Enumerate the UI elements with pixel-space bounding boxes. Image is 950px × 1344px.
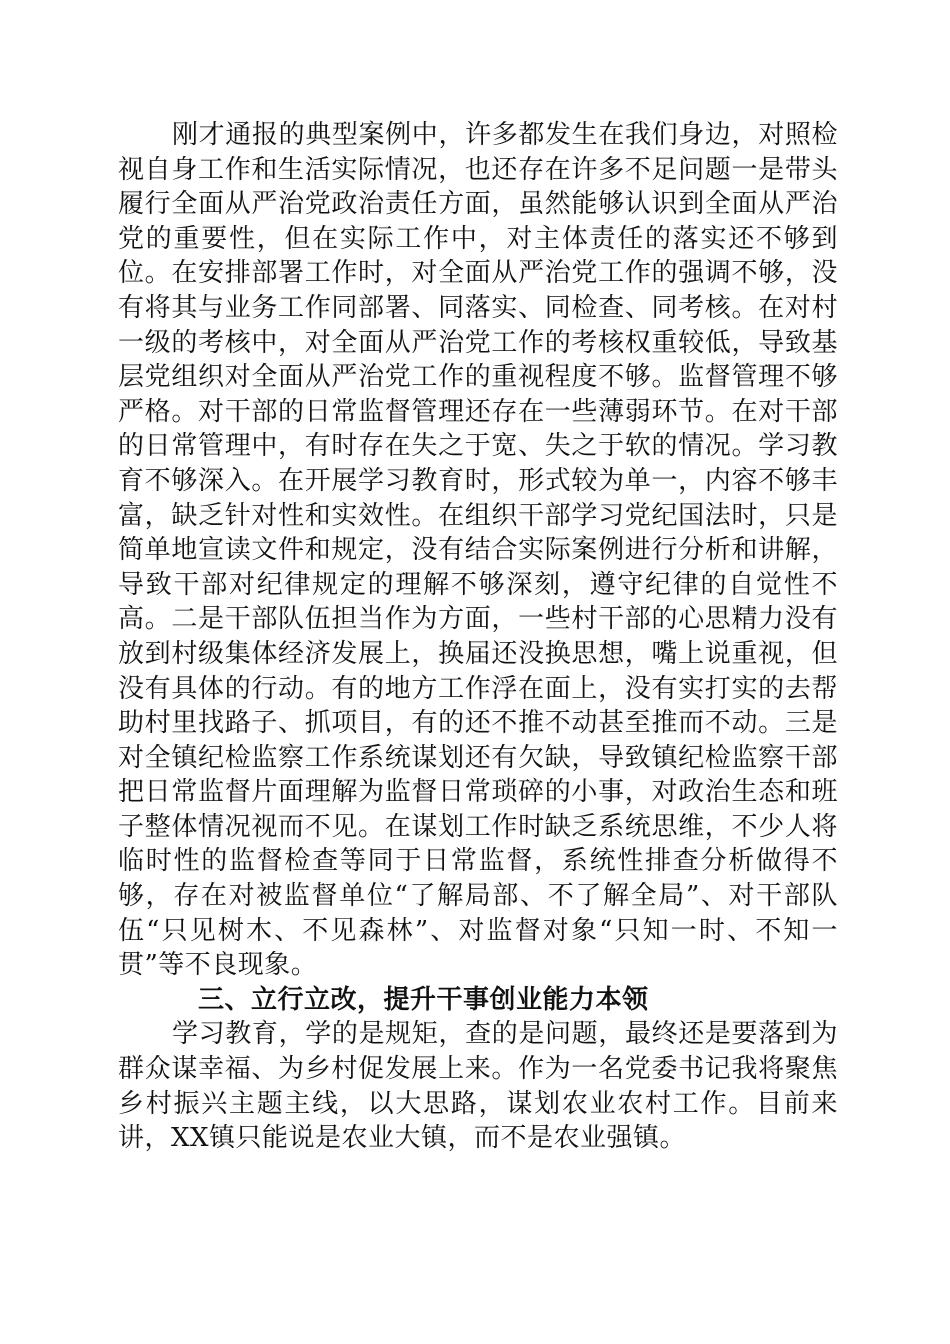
body-paragraph-problems: 刚才通报的典型案例中，许多都发生在我们身边，对照检视自身工作和生活实际情况，也还存在许多不足问题一是带头履行全面从严治党政治责任方面，虽然能够认识到全面从严治党的重要性，但在实际工作中，对主体责任的落实还不够到位。在安排部署工作时，对全面从严治党工作的强调不够，没有将其与业务工作同部署、同落实、同检查、同考核。在对村一级的考核中，对全面从严治党工作的考核权重较低，导致基层党组织对全面从严治党工作的重视程度不够。监督管理不够严格。对干部的日常监督管理还存在一些薄弱环节。在对干部的日常管理中，有时存在失之于宽、失之于软的情况。学习教育不够深入。在开展学习教育时，形式较为单一，内容不够丰富，缺乏针对性和实效性。在组织干部学习党纪国法时，只是简单地宣读文件和规定，没有结合实际案例进行分析和讲解，导致干部对纪律规定的理解不够深刻，遵守纪律的自觉性不高。二是干部队伍担当作为方面，一些村干部的心思精力没有放到村级集体经济发展上，换届还没换思想，嘴上说重视，但没有具体的行动。有的地方工作浮在面上，没有实打实的去帮助村里找路子、抓项目，有的还不推不动甚至推而不动。三是对全镇纪检监察工作系统谋划还有欠缺，导致镇纪检监察干部把日常监督片面理解为监督日常琐碎的小事，对政治生态和班子整体情况视而不见。在谋划工作时缺乏系统思维，不少人将临时性的监督检查等同于日常监督，系统性排查分析做得不够，存在对被监督单位“了解局部、不了解全局”、对干部队伍“只见树木、不见森林”、对监督对象“只知一时、不知一贯”等不良现象。	[118, 120, 838, 981]
document-body	[118, 118, 838, 1156]
section-heading-three: 三、立行立改，提升干事创业能力本领	[198, 984, 649, 1015]
body-paragraph-rectification: 学习教育，学的是规矩，查的是问题，最终还是要落到为群众谋幸福、为乡村促发展上来。作为一名党委书记我将聚焦乡村振兴主题主线，以大思路，谋划农业农村工作。目前来讲，XX镇只能说是农业大镇，而不是农业强镇。	[118, 1019, 838, 1154]
